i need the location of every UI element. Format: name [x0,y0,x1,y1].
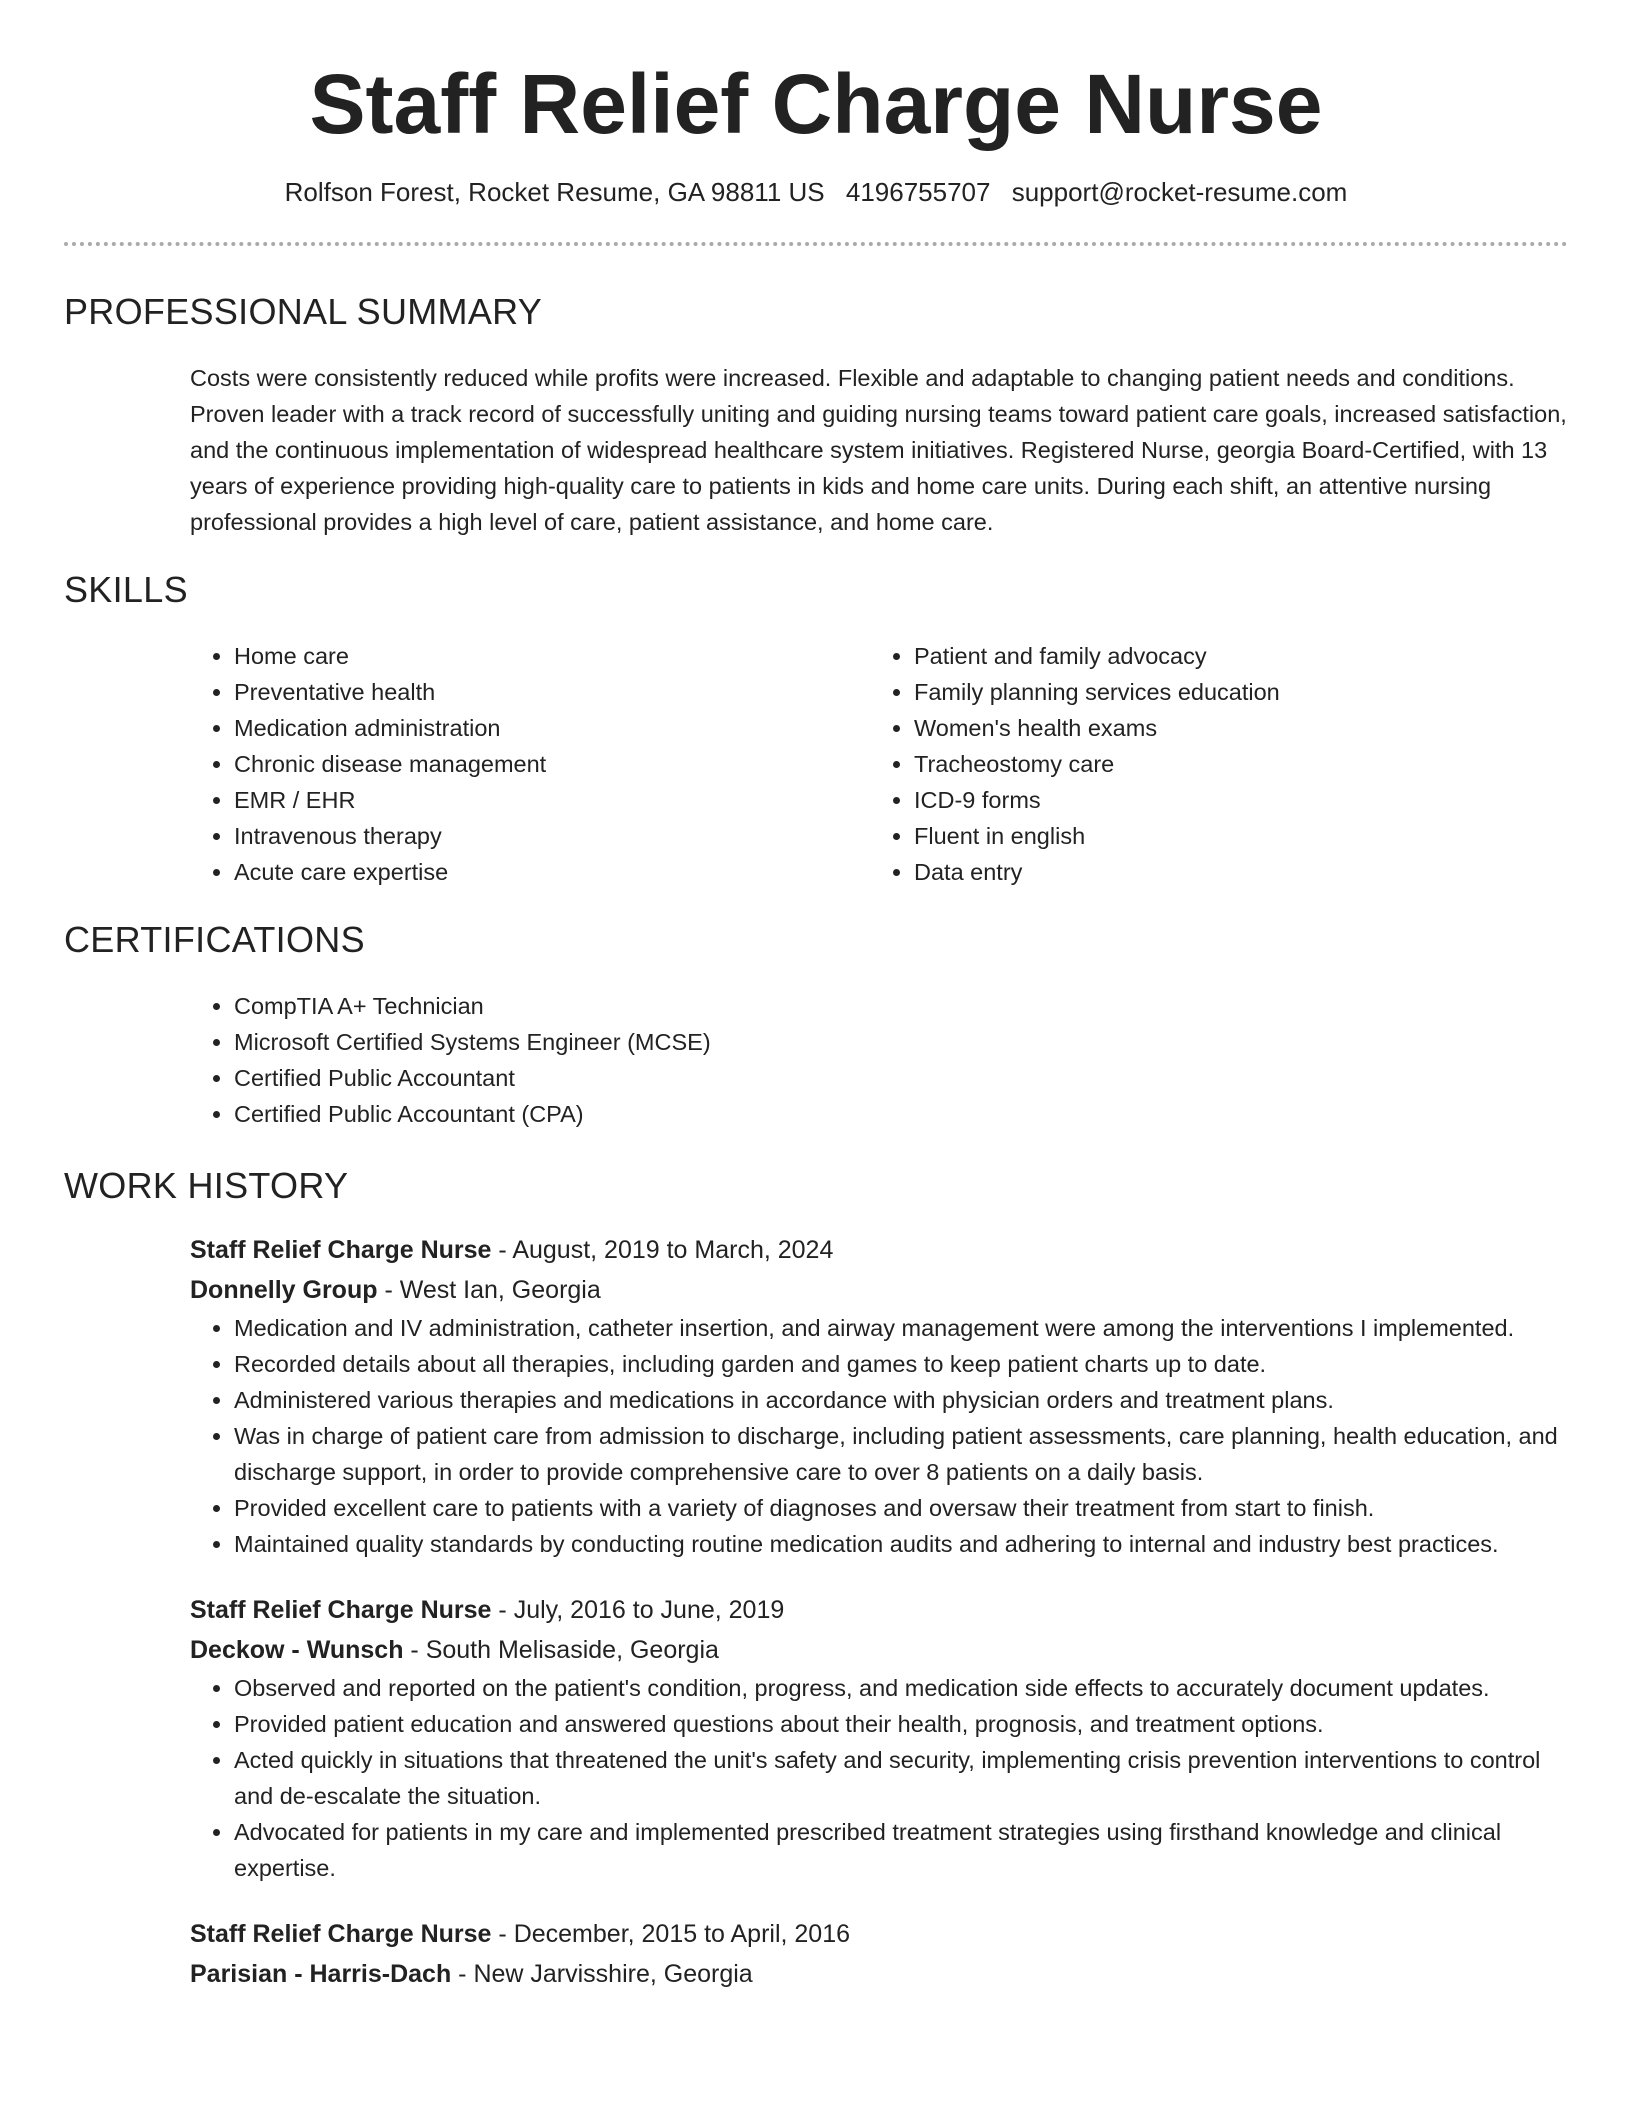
job-bullet: • Advocated for patients in my care and implemented prescribed treatment strategies using firsthand knowledge and clinical expertise. [234,1814,1568,1886]
skill-item: • Tracheostomy care [914,746,1550,782]
summary-text: Costs were consistently reduced while profits were increased. Flexible and adaptable to changing patient needs and conditions. Proven leader with a track record of successfully uniting and guiding nursing teams toward patient care goals, increased satisfaction, and the continuous implementation of widespread healthcare system initiatives. Registered Nurse, georgia Board-Certified, with 13 years of experience providing high-quality care to patients in kids and home care units. During each shift, an attentive nursing professional provides a high level of care, patient assistance, and home care. [190,365,1567,535]
skill-item: • Medication administration [234,710,870,746]
job-entry [190,1914,1568,1994]
job-bullets [190,1310,1568,1562]
skills-column-left [190,638,870,890]
resume-page [64,0,1568,1994]
job-bullet: • Provided patient education and answered questions about their health, prognosis, and treatment options. [234,1706,1568,1742]
job-bullet: • Medication and IV administration, catheter insertion, and airway management were among the interventions I implemented. [234,1310,1568,1346]
job-bullet: • Provided excellent care to patients with a variety of diagnoses and oversaw their treatment from start to finish. [234,1490,1568,1526]
skill-item: • Intravenous therapy [234,818,870,854]
skill-item: • Patient and family advocacy [914,638,1550,674]
resume-name: Staff Relief Charge Nurse [309,57,1323,151]
contact-phone: 4196755707 [845,177,991,207]
summary-heading: PROFESSIONAL SUMMARY [64,291,543,332]
certifications-heading: CERTIFICATIONS [64,919,365,960]
skill-item: • EMR / EHR [234,782,870,818]
skill-item: • Home care [234,638,870,674]
skill-item: • Preventative health [234,674,870,710]
job-bullet: • Observed and reported on the patient's condition, progress, and medication side effects to accurately document updates. [234,1670,1568,1706]
job-bullet: • Was in charge of patient care from admission to discharge, including patient assessments, care planning, health education, and discharge support, in order to provide comprehensive care to over 8 patients on a daily basis. [234,1418,1568,1490]
job-bullet: • Maintained quality standards by conducting routine medication audits and adhering to internal and industry best practices. [234,1526,1568,1562]
job-company-line [190,1630,1568,1670]
skills-heading: SKILLS [64,569,188,610]
skill-item: • Family planning services education [914,674,1550,710]
job-bullet: • Administered various therapies and medications in accordance with physician orders and treatment plans. [234,1382,1568,1418]
skills-column-right [870,638,1550,890]
job-dates: - August, 2019 to March, 2024 [498,1236,834,1264]
certification-item: • Certified Public Accountant [234,1060,1568,1096]
work-history-heading: WORK HISTORY [64,1165,349,1206]
job-company-line [190,1270,1568,1310]
certification-item: • Microsoft Certified Systems Engineer (MCSE) [234,1024,1568,1060]
job-location: - New Jarvisshire, Georgia [458,1960,753,1988]
skill-item: • Acute care expertise [234,854,870,890]
job-company-line [190,1954,1568,1994]
job-location: - West Ian, Georgia [384,1276,601,1304]
contact-line [64,176,1568,208]
job-title-line [190,1230,1568,1270]
contact-email: support@rocket-resume.com [1011,177,1348,207]
job-role: Staff Relief Charge Nurse [190,1236,492,1264]
job-entry [190,1230,1568,1562]
header-divider [64,242,1568,246]
job-company: Donnelly Group [190,1276,378,1304]
skill-item: • Data entry [914,854,1550,890]
job-role: Staff Relief Charge Nurse [190,1920,492,1948]
certification-item: • CompTIA A+ Technician [234,988,1568,1024]
skill-item: • ICD-9 forms [914,782,1550,818]
certifications-list [190,988,1568,1132]
skill-item: • Chronic disease management [234,746,870,782]
job-location: - South Melisaside, Georgia [410,1636,719,1664]
job-company: Parisian - Harris-Dach [190,1960,452,1988]
job-role: Staff Relief Charge Nurse [190,1596,492,1624]
job-title-line [190,1914,1568,1954]
job-title-line [190,1590,1568,1630]
contact-address: Rolfson Forest, Rocket Resume, GA 98811 US [284,177,825,207]
skill-item: • Fluent in english [914,818,1550,854]
job-dates: - December, 2015 to April, 2016 [498,1920,851,1948]
job-company: Deckow - Wunsch [190,1636,404,1664]
skills-list [190,638,1568,890]
certification-item: • Certified Public Accountant (CPA) [234,1096,1568,1132]
job-bullet: • Recorded details about all therapies, including garden and games to keep patient charts up to date. [234,1346,1568,1382]
job-bullets [190,1670,1568,1886]
job-bullet: • Acted quickly in situations that threatened the unit's safety and security, implementing crisis prevention interventions to control and de-escalate the situation. [234,1742,1568,1814]
skill-item: • Women's health exams [914,710,1550,746]
job-entry [190,1590,1568,1886]
job-dates: - July, 2016 to June, 2019 [498,1596,785,1624]
